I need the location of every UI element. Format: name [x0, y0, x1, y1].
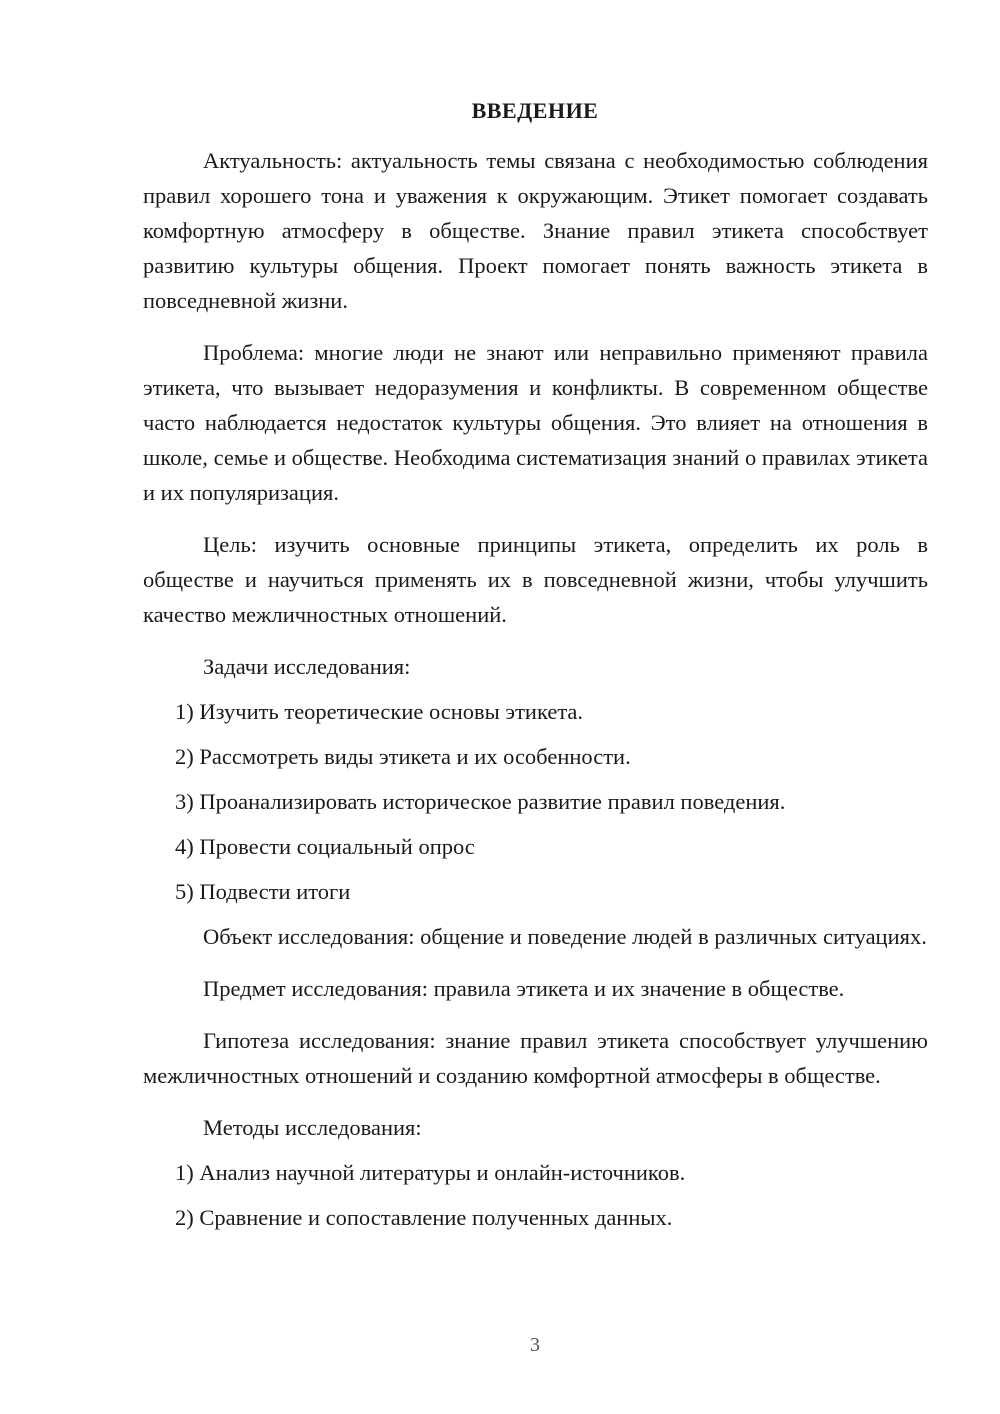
- object-paragraph: Объект исследования: общение и поведение людей в различных ситуациях.: [203, 924, 927, 949]
- section-heading: ВВЕДЕНИЕ: [471, 98, 599, 123]
- method-item: 1) Анализ научной литературы и онлайн-источников.: [175, 1160, 686, 1185]
- document-body: [143, 143, 928, 1245]
- relevance-paragraph: Актуальность: актуальность темы связана с необходимостью соблюдения правил хорошего тона и уважения к окружающим. Этикет помогает создавать комфортную атмосферу в обществе. Знание правил этикета способствует развитию культуры общения. Проект помогает понять важность этикета в повседневной жизни.: [143, 148, 928, 313]
- subject-paragraph: Предмет исследования: правила этикета и их значение в обществе.: [203, 976, 845, 1001]
- page-number: 3: [530, 1334, 540, 1356]
- task-item: 4) Провести социальный опрос: [175, 834, 475, 859]
- task-item: 3) Проанализировать историческое развитие правил поведения.: [175, 789, 786, 814]
- goal-paragraph: Цель: изучить основные принципы этикета, определить их роль в обществе и научиться применять их в повседневной жизни, чтобы улучшить качество межличностных отношений.: [143, 532, 928, 627]
- method-item: 2) Сравнение и сопоставление полученных данных.: [175, 1205, 673, 1230]
- tasks-heading: Задачи исследования:: [203, 654, 411, 679]
- task-item: 1) Изучить теоретические основы этикета.: [175, 699, 584, 724]
- hypothesis-paragraph: Гипотеза исследования: знание правил этикета способствует улучшению межличностных отношений и созданию комфортной атмосферы в обществе.: [143, 1028, 928, 1088]
- problem-paragraph: Проблема: многие люди не знают или неправильно применяют правила этикета, что вызывает недоразумения и конфликты. В современном обществе часто наблюдается недостаток культуры общения. Это влияет на отношения в школе, семье и обществе. Необходима систематизация знаний о правилах этикета и их популяризация.: [143, 340, 928, 505]
- methods-heading: Методы исследования:: [203, 1115, 422, 1140]
- task-item: 5) Подвести итоги: [175, 879, 351, 904]
- task-item: 2) Рассмотреть виды этикета и их особенности.: [175, 744, 631, 769]
